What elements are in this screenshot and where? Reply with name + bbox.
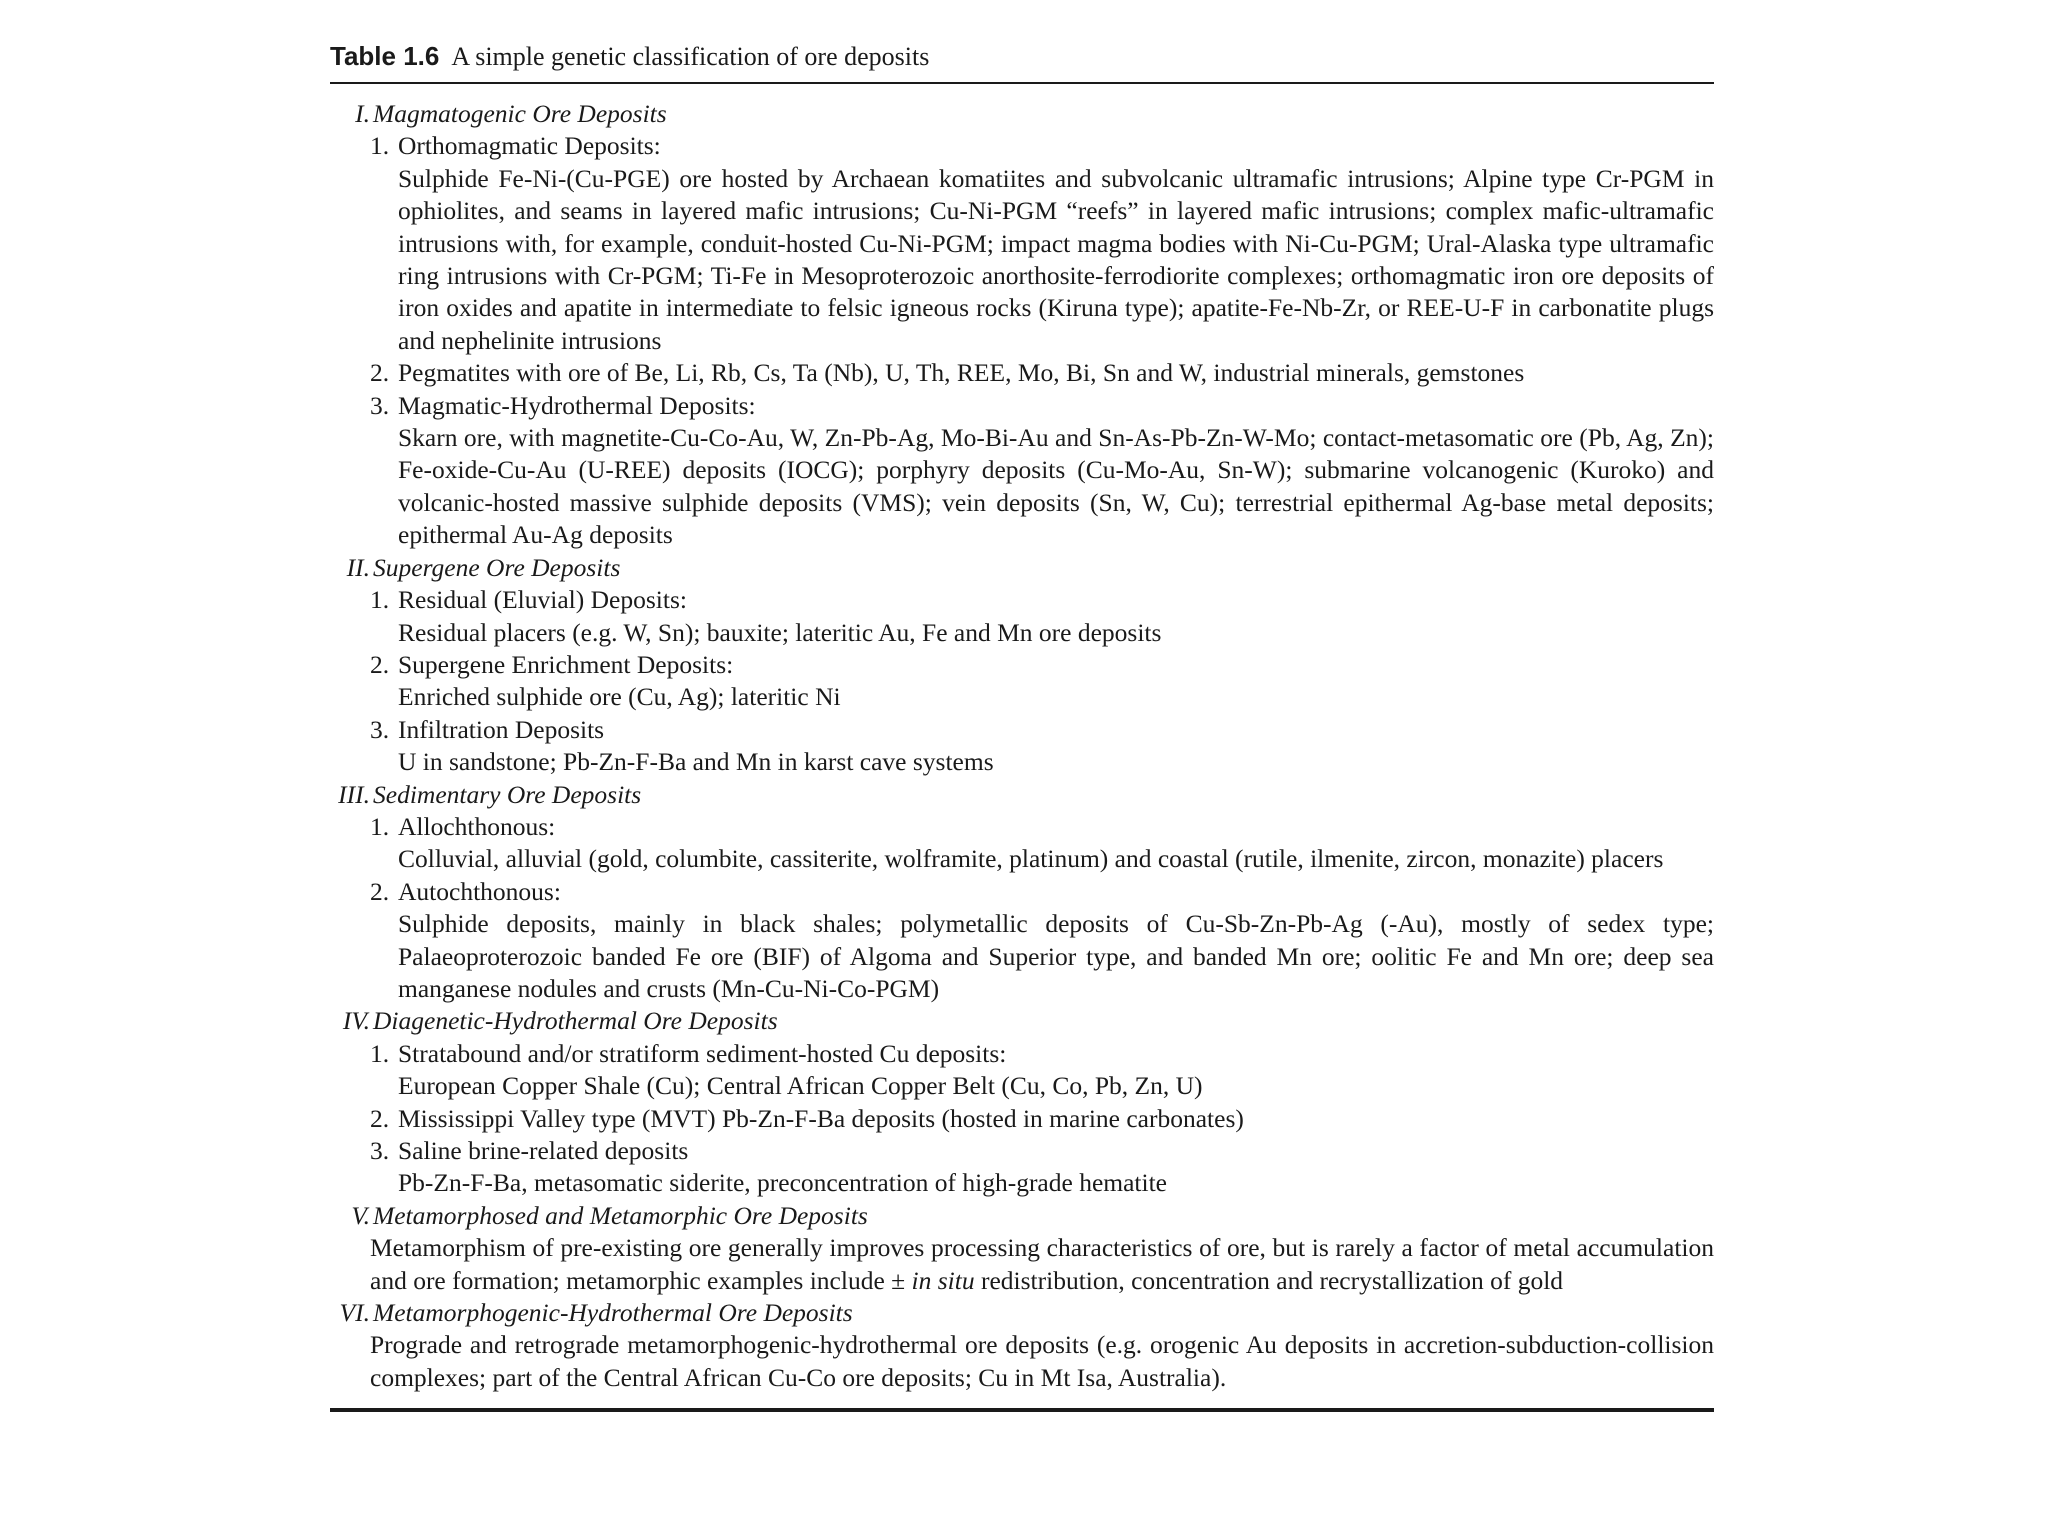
section-number: I.: [355, 99, 370, 128]
section-description: Prograde and retrograde metamorphogenic-hydrothermal ore deposits (e.g. orogenic Au deposits in accretion-subduction-collision complexes; part of the Central African Cu-Co ore deposits; Cu in Mt Isa, Australia).: [370, 1330, 1714, 1392]
section-number: IV.: [342, 1006, 370, 1036]
section-description-text: Metamorphism of pre-existing ore generally improves processing characteristics of ore, but is rarely a factor of metal accumulation and ore formation; metamorphic examples include ±: [370, 1233, 1714, 1295]
item-description: U in sandstone; Pb-Zn-F-Ba and Mn in karst cave systems: [398, 747, 994, 777]
item-number: 1.: [370, 811, 390, 841]
section-title: Metamorphosed and Metamorphic Ore Deposits: [373, 1200, 868, 1230]
item-description: Skarn ore, with magnetite-Cu-Co-Au, W, Zn-Pb-Ag, Mo-Bi-Au and Sn-As-Pb-Zn-W-Mo; contact-metasomatic ore (Pb, Ag, Zn); Fe-oxide-Cu-Au (U-REE) deposits (IOCG); porphyry deposits (Cu-Mo-Au, Sn-W); submarine volcanogenic (Kuroko) and volcanic-hosted massive sulphide deposits (VMS); vein deposits (Sn, W, Cu); terrestrial epithermal Ag-base metal deposits; epithermal Au-Ag deposits: [398, 423, 1714, 550]
list-item: [330, 811, 1714, 843]
item-title: Residual (Eluvial) Deposits:: [398, 585, 687, 615]
section-title: Diagenetic-Hydrothermal Ore Deposits: [373, 1006, 778, 1036]
section-title: Supergene Ore Deposits: [373, 552, 621, 582]
item-number: 2.: [370, 358, 390, 388]
table-caption-text: A simple genetic classification of ore deposits: [451, 42, 930, 71]
section-heading-iv: [330, 1005, 1714, 1037]
item-number: 3.: [370, 1136, 390, 1165]
item-number: 2.: [370, 876, 390, 906]
section-number: V.: [351, 1200, 370, 1230]
list-item: [330, 1135, 1714, 1167]
section-description-text: redistribution, concentration and recrystallization of gold: [980, 1265, 1564, 1295]
section-heading-v: [330, 1200, 1714, 1232]
item-number: 1.: [370, 585, 390, 615]
section-description: [330, 1232, 1714, 1297]
item-description: European Copper Shale (Cu); Central African Copper Belt (Cu, Co, Pb, Zn, U): [398, 1071, 1203, 1101]
item-number: 1.: [370, 131, 390, 161]
section-heading-ii: [330, 552, 1714, 584]
list-item: [330, 390, 1714, 422]
item-title: Allochthonous:: [398, 811, 556, 841]
section-number: II.: [346, 552, 370, 582]
section-heading-i: [330, 98, 1714, 130]
item-title: Pegmatites with ore of Be, Li, Rb, Cs, Ta (Nb), U, Th, REE, Mo, Bi, Sn and W, industrial minerals, gemstones: [398, 358, 1525, 388]
section-number: III.: [338, 779, 370, 809]
bottom-rule: [330, 1408, 1714, 1412]
table-label: Table 1.6: [330, 41, 440, 71]
item-title: Mississippi Valley type (MVT) Pb-Zn-F-Ba deposits (hosted in marine carbonates): [398, 1103, 1244, 1133]
item-description: Sulphide Fe-Ni-(Cu-PGE) ore hosted by Archaean komatiites and subvolcanic ultramafic intrusions; Alpine type Cr-PGM in ophiolites, and seams in layered mafic intrusions; Cu-Ni-PGM “reefs” in layered mafic intrusions; complex mafic-ultramafic intrusions with, for example, conduit-hosted Cu-Ni-PGM; impact magma bodies with Ni-Cu-PGM; Ural-Alaska type ultramafic ring intrusions with Cr-PGM; Ti-Fe in Mesoproterozoic anorthosite-ferrodiorite complexes; orthomagmatic iron ore deposits of iron oxides and apatite in intermediate to felsic igneous rocks (Kiruna type); apatite-Fe-Nb-Zr, or REE-U-F in carbonatite plugs and nephelinite intrusions: [398, 163, 1714, 355]
list-item: [330, 649, 1714, 681]
list-item: [330, 1038, 1714, 1070]
item-number: 3.: [370, 390, 390, 420]
item-description: Pb-Zn-F-Ba, metasomatic siderite, preconcentration of high-grade hematite: [398, 1168, 1167, 1198]
list-item: [330, 130, 1714, 162]
item-number: 3.: [370, 714, 390, 744]
item-description: Sulphide deposits, mainly in black shales; polymetallic deposits of Cu-Sb-Zn-Pb-Ag (-Au), mostly of sedex type; Palaeoproterozoic banded Fe ore (BIF) of Algoma and Superior type, and banded Mn ore; oolitic Fe and Mn ore; deep sea manganese nodules and crusts (Mn-Cu-Ni-Co-PGM): [398, 909, 1714, 1003]
item-title: Supergene Enrichment Deposits:: [398, 649, 734, 679]
item-number: 2.: [370, 649, 390, 679]
section-heading-iii: [330, 779, 1714, 811]
section-number: VI.: [339, 1298, 370, 1328]
table-page: [330, 36, 1714, 1412]
section-title: Metamorphogenic-Hydrothermal Ore Deposits: [373, 1298, 853, 1328]
list-item: [330, 876, 1714, 908]
item-title: Stratabound and/or stratiform sediment-hosted Cu deposits:: [398, 1038, 1007, 1068]
section-description-italic: in situ: [911, 1265, 975, 1295]
list-item: [330, 357, 1714, 389]
table-caption: [330, 36, 1714, 82]
item-number: 2.: [370, 1103, 390, 1133]
list-item: [330, 1103, 1714, 1135]
item-title: Saline brine-related deposits: [398, 1136, 689, 1165]
list-item: [330, 584, 1714, 616]
item-description: Residual placers (e.g. W, Sn); bauxite; lateritic Au, Fe and Mn ore deposits: [398, 617, 1162, 647]
section-title: Sedimentary Ore Deposits: [373, 779, 642, 809]
item-number: 1.: [370, 1038, 390, 1068]
section-title: Magmatogenic Ore Deposits: [373, 99, 667, 128]
section-heading-vi: [330, 1297, 1714, 1329]
item-description: Enriched sulphide ore (Cu, Ag); lateritic Ni: [398, 682, 841, 712]
list-item: [330, 714, 1714, 746]
item-title: Infiltration Deposits: [398, 714, 605, 744]
item-title: Autochthonous:: [398, 876, 561, 906]
item-title: Magmatic-Hydrothermal Deposits:: [398, 390, 756, 420]
item-title: Orthomagmatic Deposits:: [398, 131, 661, 161]
item-description: Colluvial, alluvial (gold, columbite, cassiterite, wolframite, platinum) and coastal (rutile, ilmenite, zircon, monazite) placers: [398, 844, 1664, 874]
table-body: [330, 84, 1714, 1394]
